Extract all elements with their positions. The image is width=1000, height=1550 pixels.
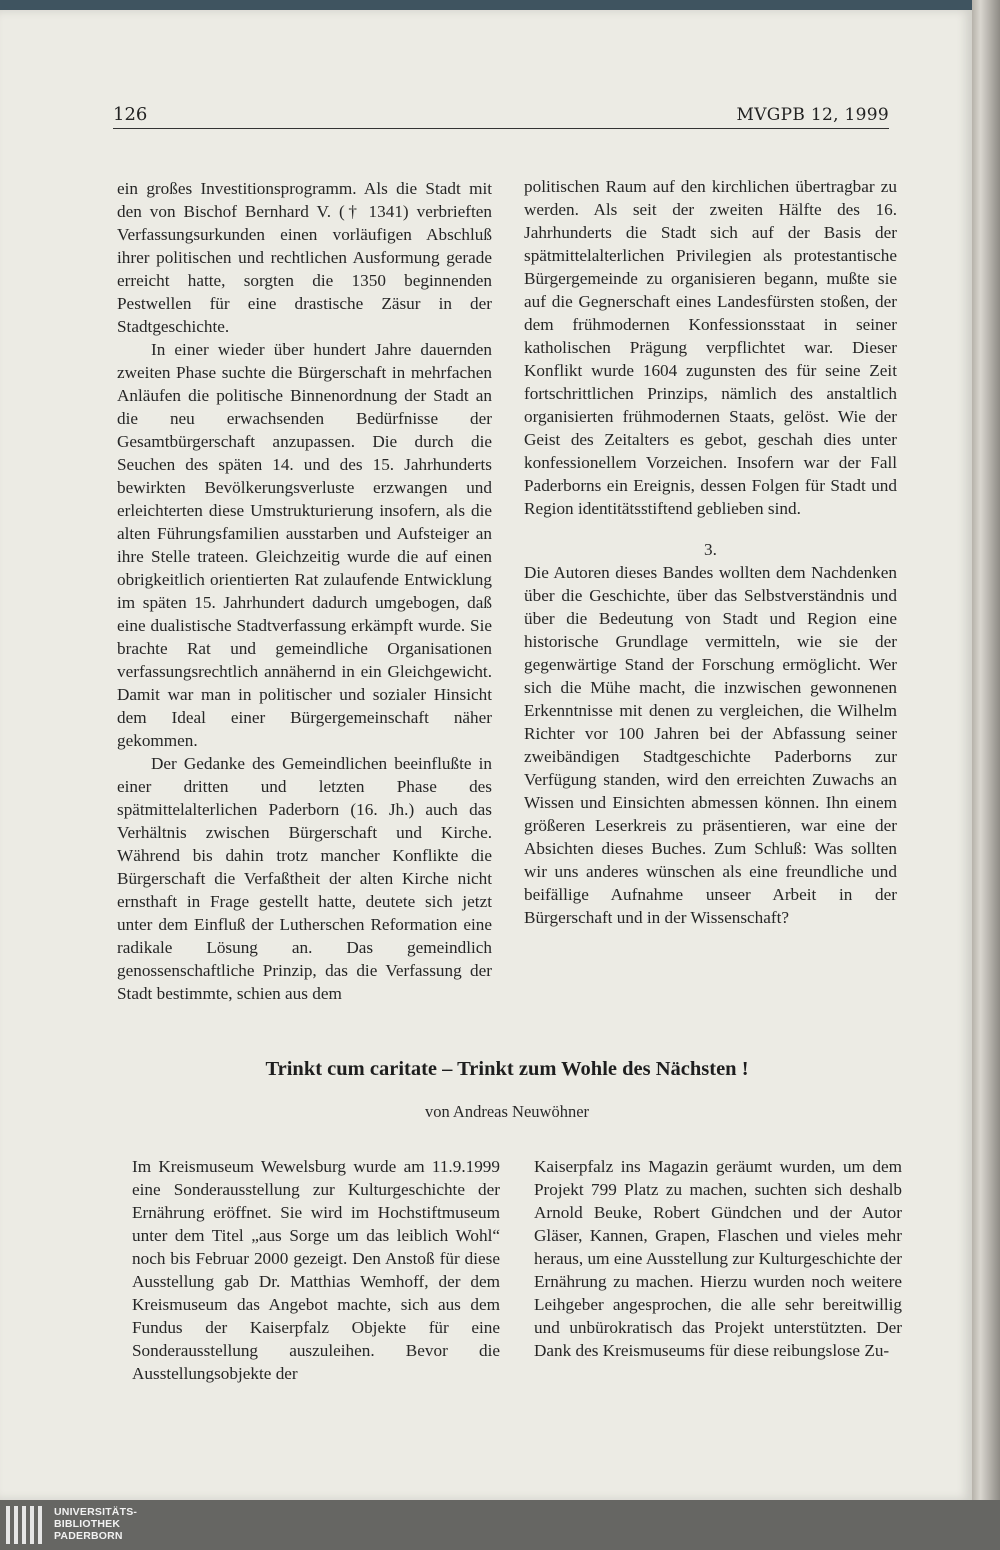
article-byline: von Andreas Neuwöhner [424,1102,590,1121]
paragraph: Im Kreismuseum Wewelsburg wurde am 11.9.1999 eine Sonderausstellung zur Kulturgeschichte der Ernährung eröffnet. Sie wird im Hochstiftmuseum unter dem Titel „aus Sorge um das leiblich Wohl“ noch bis Februar 2000 gezeigt. Den Anstoß für diese Ausstellung gab Dr. Matthias Wemhoff, der dem Kreismuseum das Angebot machte, sich aus dem Fundus der Kaiserpfalz Objekte für eine Sonderausstellung auszuleihen. Bevor die Ausstellungsobjekte der [132,1157,500,1383]
scan-top-edge [0,0,1000,10]
journal-citation: MVGPB 12, 1999 [736,105,889,125]
paragraph: In einer wieder über hundert Jahre dauernden zweiten Phase suchte die Bürgerschaft in mehrfachen Anläufen die politische Binnenordnung der Stadt an die neu erwachsenden Bedürfnisse der Gesamtbürgerschaft anzupassen. Die durch die Seuchen des späten 14. und des 15. Jahrhunderts bewirkten Bevölkerungsverluste erzwangen und erleichterten diese Umstrukturierung insofern, als die alten Führungsfamilien ausstarben und Aufsteiger an ihre Stelle trateen. Gleichzeitig wurde die auf einen obrigkeitlich orientierten Rat zulaufende Entwicklung im späten 15. Jahrhundert dadurch umgebogen, daß eine dualistische Stadtverfassung erkämpft wurde. Sie brachte Rat und gemeindliche Organisationen verfassungsrechtlich annähernd in ein Gleichgewicht. Damit war man in politischer und sozialer Hinsicht dem Ideal einer Bürgergemeinschaft näher gekommen. [117,340,492,750]
paragraph: politischen Raum auf den kirchlichen übertragbar zu werden. Als seit der zweiten Hälfte des 16. Jahrhunderts die Stadt sich auf der Basis der spätmittelalterlichen Privilegien als protestantische Bürgergemeinde zu organisieren begann, mußte sie auf die Gegnerschaft eines Landesfürsten stoßen, der dem frühmodernen Konfessionsstaat in seiner katholischen Prägung verpflichtet war. Dieser Konflikt wurde 1604 zugunsten des für seine Zeit fortschrittlichen Prinzips, nämlich des anstaltlich organisierten frühmodernen Staats, gelöst. Wie der Geist des Zeitalters es gebot, geschah dies unter konfessionellem Vorzeichen. Insofern war der Fall Paderborns ein Ereignis, dessen Folgen für Stadt und Region identitätsstiftend geblieben sind. [524,177,897,518]
article-right-column [534,1155,902,1362]
book-spine-edge [972,0,1000,1500]
paragraph: Der Gedanke des Gemeindlichen beeinflußte in einer dritten und letzten Phase des spätmittelalterlichen Paderborn (16. Jh.) auch das Verhältnis zwischen Bürgerschaft und Kirche. Während bis dahin trotz mancher Konflikte die Bürgerschaft die Verfaßtheit der alten Kirche nicht ernsthaft in Frage gestellt hatte, deutete sich jetzt unter dem Einfluß der Lutherschen Reformation eine radikale Lösung an. Das gemeindlich genossenschaftliche Prinzip, das die Verfassung der Stadt bestimmte, schien aus dem [117,754,492,1003]
book-page [0,10,972,1500]
library-name [54,1506,137,1542]
university-library-logo-icon [0,1500,50,1550]
article-title: Trinkt cum caritate – Trinkt zum Wohle des Nächsten ! [265,1058,749,1080]
library-name-line: UNIVERSITÄTS- [54,1506,138,1518]
section-number: 3. [704,540,717,559]
top-left-column [117,177,492,1005]
library-name-line: PADERBORN [54,1530,123,1542]
top-right-column [524,175,897,929]
paragraph: ein großes Investitionsprogramm. Als die Stadt mit den von Bischof Bernhard V. († 1341) verbrieften Verfassungsurkunden einen vorläufigen Abschluß ihrer politischen und rechtlichen Ausformung gerade erreicht hatte, sorgten die 1350 beginnenden Pestwellen für eine drastische Zäsur in der Stadtgeschichte. [117,179,492,336]
running-header [113,96,889,129]
library-name-line: BIBLIOTHEK [54,1518,121,1530]
page-number: 126 [113,104,148,125]
article-left-column [132,1155,500,1385]
library-footer [0,1500,1000,1550]
paragraph: Kaiserpfalz ins Magazin geräumt wurden, um dem Projekt 799 Platz zu machen, suchten sich deshalb Arnold Beuke, Robert Gündchen und der Autor Gläser, Kannen, Grapen, Flaschen und vieles mehr heraus, um eine Ausstellung zur Kulturgeschichte der Ernährung zu machen. Hierzu wurden noch weitere Leihgeber angesprochen, die alle sehr bereitwillig und unbürokratisch das Projekt unterstützten. Der Dank des Kreismuseums für diese reibungslose Zu- [534,1157,902,1360]
paragraph: Die Autoren dieses Bandes wollten dem Nachdenken über die Geschichte, über das Selbstverständnis und über die Bedeutung von Stadt und Region eine historische Grundlage vermitteln, wie sie der gegenwärtige Stand der Forschung ermöglicht. Wer sich die Mühe macht, die inzwischen gewonnenen Erkenntnisse mit denen zu vergleichen, die Wilhelm Richter vor 100 Jahren bei der Abfassung seiner zweibändigen Stadtgeschichte Paderborns zur Verfügung standen, wird den erreichten Zuwachs an Wissen und Einsichten abmessen können. Ihn einem größeren Leserkreis zu präsentieren, war eine der Absichten dieses Buches. Zum Schluß: Was sollten wir uns anderes wünschen als eine freundliche und beifällige Aufnahme unseer Arbeit in der Bürgerschaft und in der Wissenschaft? [524,563,897,927]
